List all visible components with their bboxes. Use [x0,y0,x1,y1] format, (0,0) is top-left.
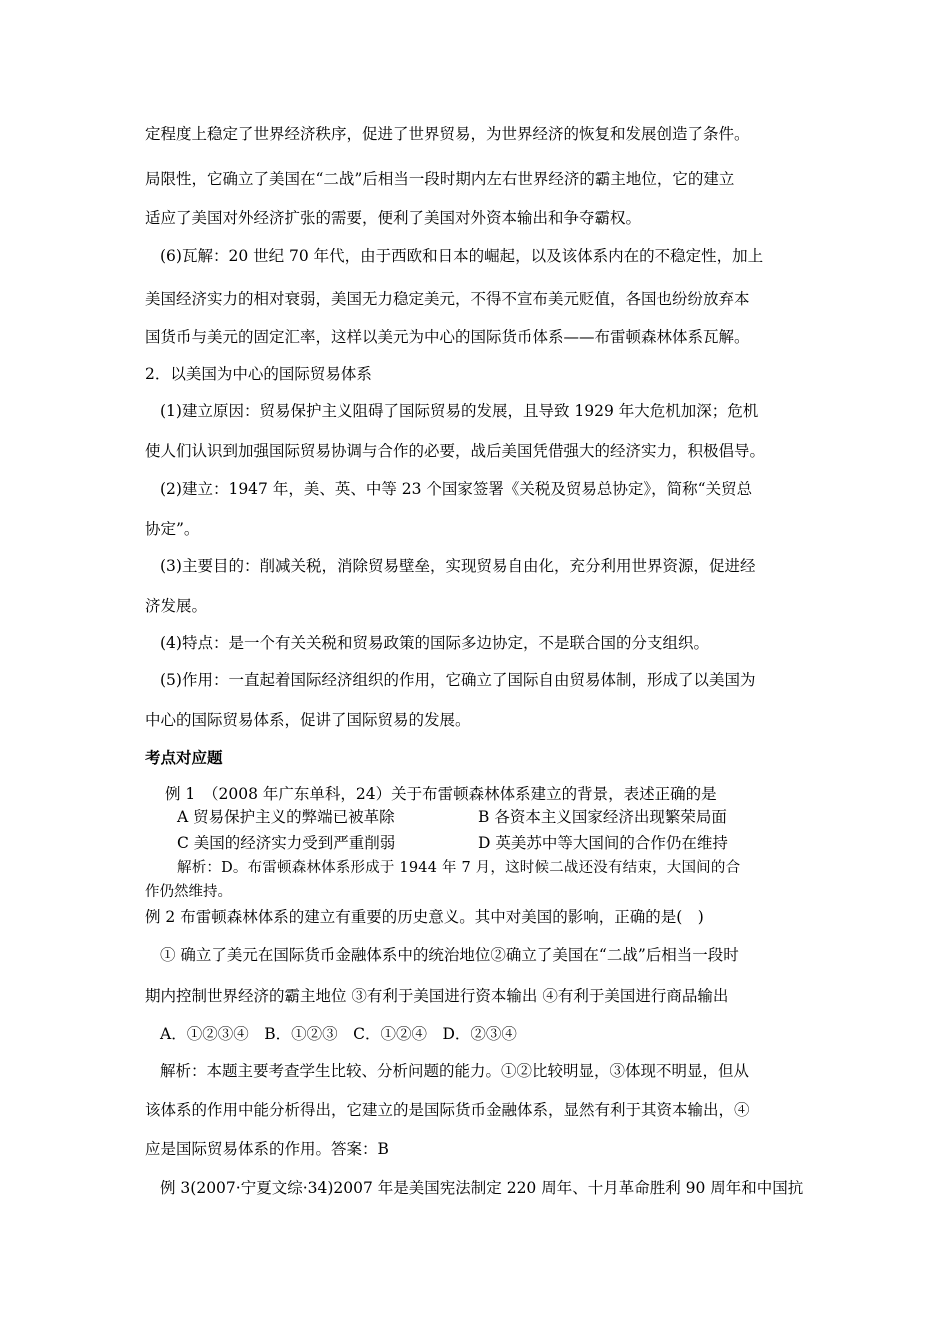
text-line: (2)建立：1947 年，美、英、中等 23 个国家签署《关税及贸易总协定》，简称“关贸总 [160,480,753,498]
text-line: 定程度上稳定了世界经济秩序，促进了世界贸易，为世界经济的恢复和发展创造了条件。 [145,125,750,143]
text-line: 美国经济实力的相对衰弱，美国无力稳定美元，不得不宣布美元贬值，各国也纷纷放弃本 [145,290,750,308]
text-line: (3)主要目的：削减关税，消除贸易壁垒，实现贸易自由化，充分利用世界资源，促进经 [160,557,756,575]
analysis-line: 应是国际贸易体系的作用。答案：B [145,1140,389,1158]
option-d: D 英美苏中等大国间的合作仍在维持 [478,834,728,852]
analysis-line: 解析：本题主要考查学生比较、分析问题的能力。①②比较明显，③体现不明显，但从 [160,1062,750,1080]
text-line: (5)作用：一直起着国际经济组织的作用，它确立了国际自由贸易体制，形成了以美国为 [160,671,756,689]
text-line: 国货币与美元的固定汇率，这样以美元为中心的国际货币体系——布雷顿森林体系瓦解。 [145,328,750,346]
option-a: A 贸易保护主义的弊端已被革除 [177,808,395,826]
text-line: (6)瓦解：20 世纪 70 年代，由于西欧和日本的崛起，以及该体系内在的不稳定性，加上 [160,247,764,265]
section-heading: 2．以美国为中心的国际贸易体系 [145,365,372,383]
text-line: (1)建立原因：贸易保护主义阻碍了国际贸易的发展，且导致 1929 年大危机加深；危机 [160,402,759,420]
analysis-line: 该体系的作用中能分析得出，它建立的是国际货币金融体系，显然有利于其资本输出，④ [145,1101,750,1119]
text-line: 期内控制世界经济的霸主地位 ③有利于美国进行资本输出 ④有利于美国进行商品输出 [145,987,729,1005]
analysis-line: 作仍然维持。 [145,884,232,900]
section-title: 考点对应题 [145,748,223,767]
text-line: 局限性，它确立了美国在“二战”后相当一段时期内左右世界经济的霸主地位，它的建立 [145,170,735,188]
text-line: 中心的国际贸易体系，促讲了国际贸易的发展。 [145,711,471,729]
text-line: ① 确立了美元在国际货币金融体系中的统治地位②确立了美国在“二战”后相当一段时 [160,946,739,964]
option-b: B 各资本主义国家经济出现繁荣局面 [478,808,727,826]
text-line: 适应了美国对外经济扩张的需要，便利了美国对外资本输出和争夺霸权。 [145,209,642,227]
text-line: 济发展。 [145,597,208,615]
question-3: 例 3(2007·宁夏文综·34)2007 年是美国宪法制定 220 周年、十月革命胜利 90 周年和中国抗 [160,1179,804,1197]
text-line: 使人们认识到加强国际贸易协调与合作的必要，战后美国凭借强大的经济实力，积极倡导。 [145,442,766,460]
text-line: 协定”。 [145,520,200,538]
text-line: (4)特点：是一个有关关税和贸易政策的国际多边协定，不是联合国的分支组织。 [160,634,709,652]
answer-options: A．①②③④ B．①②③ C．①②④ D．②③④ [160,1025,517,1043]
option-c: C 美国的经济实力受到严重削弱 [177,834,396,852]
analysis-line: 解析：D。布雷顿森林体系形成于 1944 年 7 月，这时候二战还没有结束，大国间的合 [177,860,741,876]
question-2: 例 2 布雷顿森林体系的建立有重要的历史意义。其中对美国的影响，正确的是( ) [145,908,704,926]
question-1: 例 1 （2008 年广东单科，24）关于布雷顿森林体系建立的背景，表述正确的是 [165,785,717,803]
